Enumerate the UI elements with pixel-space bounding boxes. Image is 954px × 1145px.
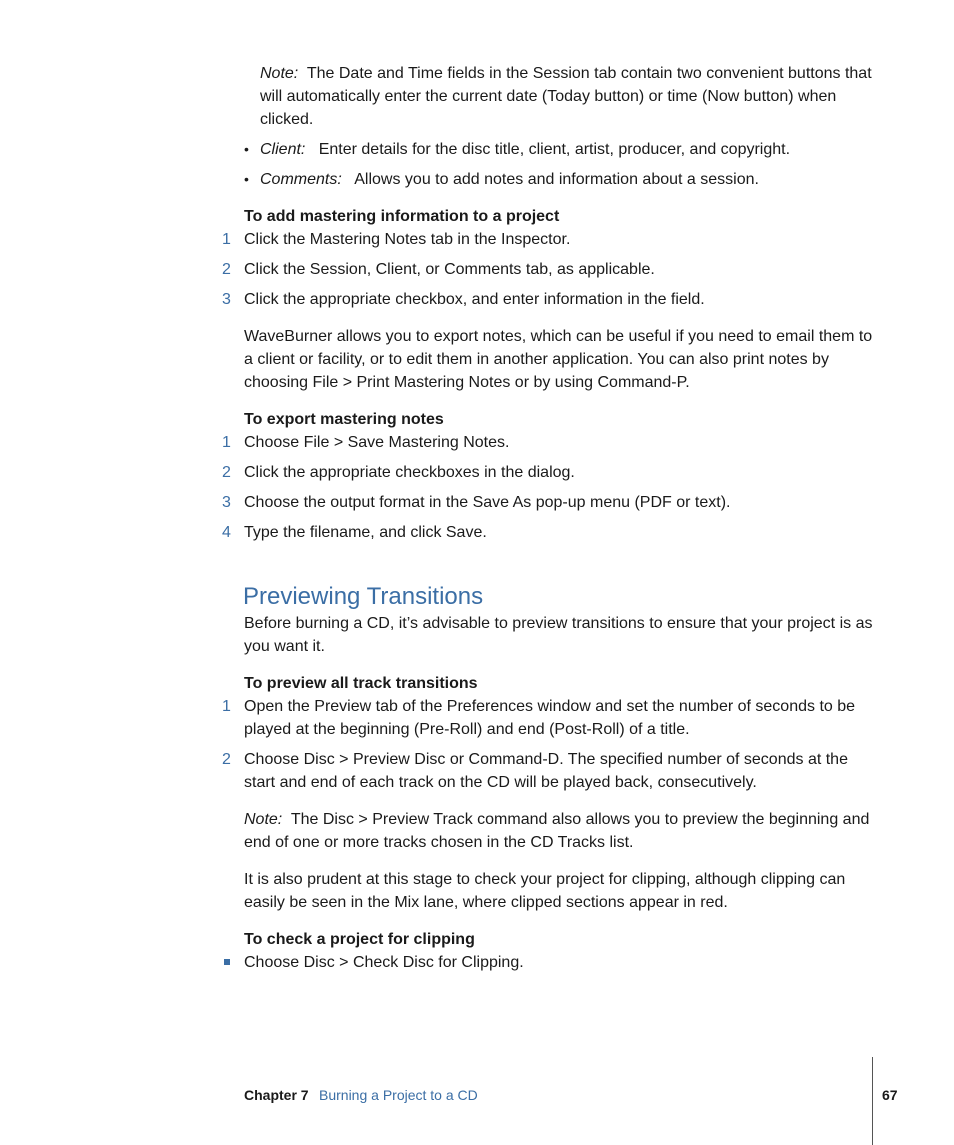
step-number: 2 [222, 464, 231, 481]
step-number: 1 [222, 434, 231, 451]
bullet-text: Enter details for the disc title, client, artist, producer, and copyright. [318, 141, 791, 158]
footer-chapter-title[interactable]: Burning a Project to a CD [319, 1087, 478, 1103]
step-text: Choose Disc > Preview Disc or Command-D. The specified number of seconds at the start and end of each track on the CD will be played back, consecutively. [244, 751, 848, 791]
bullet-marker: • [244, 141, 249, 157]
note-paragraph [244, 808, 876, 854]
square-bullet-icon [224, 959, 230, 965]
note-text: The Date and Time fields in the Session tab contain two convenient buttons that will automatically enter the current date (Today button) or time (Now button) when clicked. [260, 65, 872, 128]
step-number: 1 [222, 231, 231, 248]
bullet-marker: • [244, 171, 249, 187]
section-title: Previewing Transitions [243, 583, 484, 610]
step-number: 1 [222, 698, 231, 715]
clipping-paragraph: It is also prudent at this stage to check your project for clipping, although clipping can easily be seen in the Mix lane, where clipped sections appear in red. [244, 871, 846, 911]
step-text: Choose the output format in the Save As pop-up menu (PDF or text). [244, 494, 731, 511]
task-heading-export-notes: To export mastering notes [244, 411, 444, 428]
note-text: The Disc > Preview Track command also allows you to preview the beginning and end of one or more tracks chosen in the CD Tracks list. [244, 811, 870, 851]
step-text: Open the Preview tab of the Preferences window and set the number of seconds to be played at the beginning (Pre-Roll) and end (Post-Roll) of a title. [244, 698, 856, 738]
section-intro: Before burning a CD, it’s advisable to preview transitions to ensure that your project is as you want it. [244, 615, 873, 655]
task-heading-preview-transitions: To preview all track transitions [244, 675, 478, 692]
export-notes-paragraph: WaveBurner allows you to export notes, which can be useful if you need to email them to a client or facility, or to edit them in another application. You can also print notes by choosing File > Print Mastering Notes or by using Command-P. [244, 328, 873, 391]
bullet-item-comments [260, 168, 876, 191]
note-label: Note: [260, 65, 299, 82]
note-label: Note: [244, 811, 283, 828]
task-heading-check-clipping: To check a project for clipping [244, 931, 475, 948]
step-number: 2 [222, 261, 231, 278]
footer-divider [872, 1057, 873, 1145]
step-number: 2 [222, 751, 231, 768]
note-paragraph [260, 62, 876, 131]
bullet-label: Comments: [260, 171, 342, 188]
task-heading-add-mastering-info: To add mastering information to a project [244, 208, 560, 225]
step-text: Click the Mastering Notes tab in the Inspector. [244, 231, 571, 248]
bullet-label: Client: [260, 141, 306, 158]
bullet-item-client [260, 138, 876, 161]
step-text: Click the appropriate checkbox, and enter information in the field. [244, 291, 705, 308]
bullet-text: Allows you to add notes and information about a session. [354, 171, 759, 188]
task-item-text: Choose Disc > Check Disc for Clipping. [244, 954, 524, 971]
step-text: Click the Session, Client, or Comments tab, as applicable. [244, 261, 655, 278]
step-number: 3 [222, 494, 231, 511]
step-number: 4 [222, 524, 231, 541]
step-text: Click the appropriate checkboxes in the dialog. [244, 464, 575, 481]
footer-chapter-label: Chapter 7 [244, 1087, 309, 1103]
step-text: Type the filename, and click Save. [244, 524, 487, 541]
step-number: 3 [222, 291, 231, 308]
step-text: Choose File > Save Mastering Notes. [244, 434, 510, 451]
page-number: 67 [882, 1087, 898, 1103]
